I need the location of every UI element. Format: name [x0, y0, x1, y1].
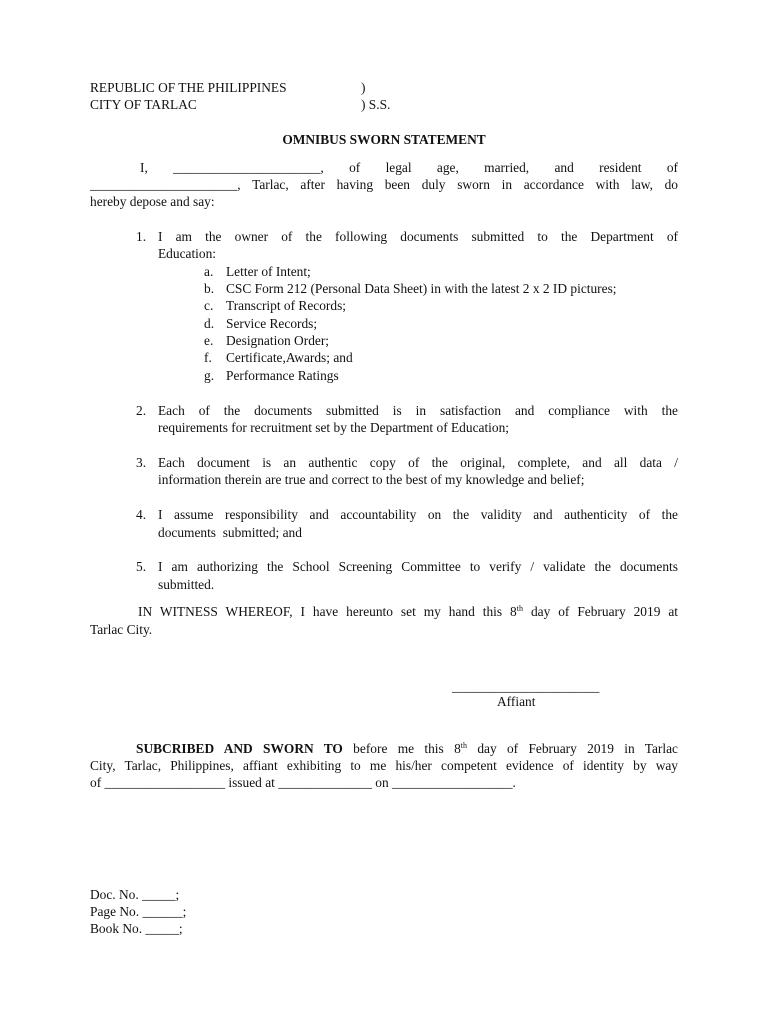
header-republic: REPUBLIC OF THE PHILIPPINES	[90, 80, 287, 95]
intro-line-2: ______________________, Tarlac, after having been duly sworn in accordance with law, do	[90, 177, 678, 192]
book-number: Book No. _____;	[90, 921, 183, 936]
subscribed-line-1: SUBCRIBED AND SWORN TO before me this 8th day of February 2019 in Tarlac	[136, 741, 678, 756]
subitem-text: CSC Form 212 (Personal Data Sheet) in with the latest 2 x 2 ID pictures;	[226, 281, 617, 296]
subitem-text: Service Records;	[226, 316, 318, 331]
item-number: 1.	[136, 229, 147, 244]
item-text-line: documents submitted; and	[158, 525, 302, 540]
subitem-letter: c.	[204, 298, 214, 313]
item-text-line: information therein are true and correct to the best of my knowledge and belief;	[158, 472, 585, 487]
subitem-letter: d.	[204, 316, 215, 331]
intro-line-1: I, ______________________, of legal age, married, and resident of	[140, 160, 678, 175]
item-number: 5.	[136, 559, 147, 574]
item-number: 3.	[136, 455, 147, 470]
doc-number: Doc. No. _____;	[90, 887, 180, 902]
item-text-line: Education:	[158, 246, 217, 261]
witness-line-1: IN WITNESS WHEREOF, I have hereunto set my hand this 8th day of February 2019 at	[138, 604, 678, 619]
item-text-line: I assume responsibility and accountability on the validity and authenticity of the	[158, 507, 678, 522]
subitem-text: Certificate,Awards; and	[226, 350, 353, 365]
witness-line-2: Tarlac City.	[90, 622, 153, 637]
item-text-line: I am authorizing the School Screening Committee to verify / validate the documents	[158, 559, 678, 574]
subitem-letter: e.	[204, 333, 214, 348]
affiant-label: Affiant	[497, 694, 536, 709]
header-paren: )	[361, 80, 366, 95]
page-number: Page No. ______;	[90, 904, 187, 919]
subitem-text: Performance Ratings	[226, 368, 339, 383]
header-ss: ) S.S.	[361, 97, 391, 112]
item-number: 4.	[136, 507, 147, 522]
item-text-line: I am the owner of the following documents submitted to the Department of	[158, 229, 678, 244]
affiant-signature-line: ______________________	[452, 679, 600, 694]
item-text-line: requirements for recruitment set by the Department of Education;	[158, 420, 510, 435]
subitem-text: Letter of Intent;	[226, 264, 311, 279]
item-text-line: submitted.	[158, 577, 215, 592]
subitem-text: Transcript of Records;	[226, 298, 347, 313]
subscribed-line-3: of __________________ issued at ______________ on __________________.	[90, 775, 516, 790]
item-text-line: Each document is an authentic copy of the original, complete, and all data /	[158, 455, 678, 470]
subscribed-line-2: City, Tarlac, Philippines, affiant exhibiting to me his/her competent evidence of identity by way	[90, 758, 678, 773]
subitem-text: Designation Order;	[226, 333, 330, 348]
subitem-letter: a.	[204, 264, 214, 279]
subitem-letter: g.	[204, 368, 215, 383]
document-title: OMNIBUS SWORN STATEMENT	[282, 132, 486, 147]
subitem-letter: b.	[204, 281, 215, 296]
intro-line-3: hereby depose and say:	[90, 194, 215, 209]
subitem-letter: f.	[204, 350, 212, 365]
item-number: 2.	[136, 403, 147, 418]
item-text-line: Each of the documents submitted is in satisfaction and compliance with the	[158, 403, 678, 418]
header-city: CITY OF TARLAC	[90, 97, 197, 112]
